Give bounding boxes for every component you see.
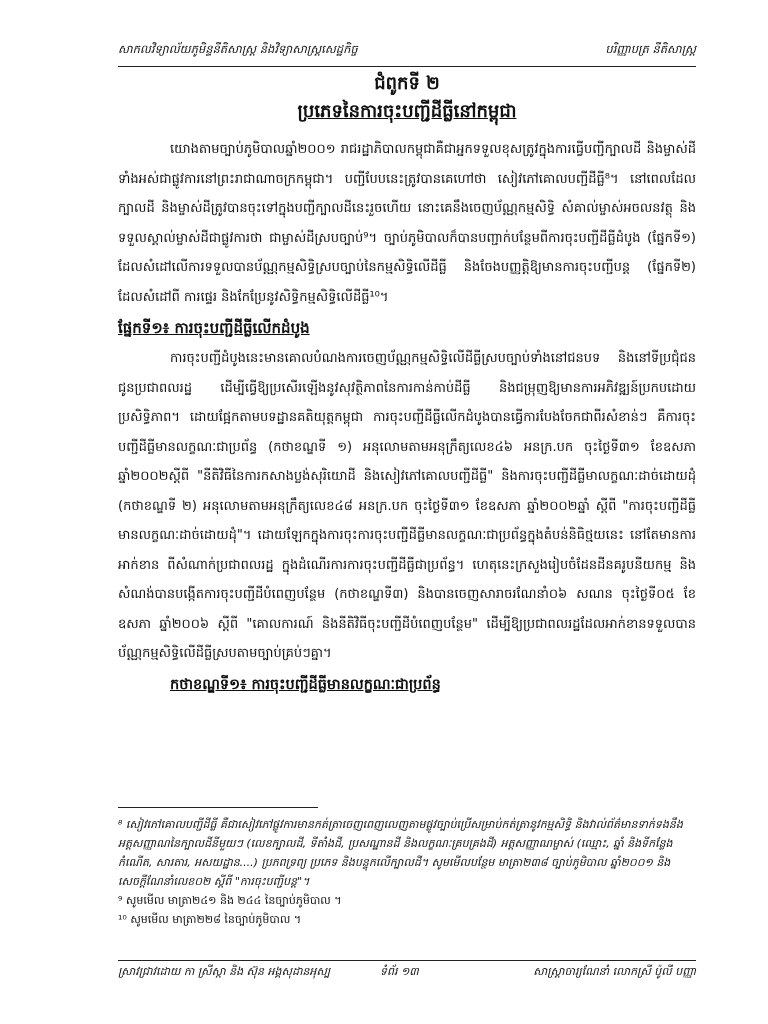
chapter-number: ជំពូកទី ២ xyxy=(374,73,440,94)
page-footer xyxy=(118,960,696,985)
footnotes xyxy=(118,815,696,929)
footnote-9: ⁹ សូមមើល មាត្រា២៤១ និង ២៤៤ នៃច្បាប់ភូមិបាល ។ xyxy=(118,894,342,907)
footnote-8: ⁸ សៀវភៅគោលបញ្ជីដីធ្លី គឺជាសៀវភៅផ្លូវការមានកត់ត្រាចេញពេញលេញតាមផ្លូវច្បាប់ប្រើសម្រាប់កត់ត្រានូវកម្មសិទ្ធិ និងវាល់ព័ត៌មានទាក់ទងនឹងអត្តសញ្ញាណនៃក្បាលដីនីមួយៗ (លេខក្បាលដី, ទីតាំងដី, ប្រសណ្ឋានដី និងលក្ខណៈគ្របគ្រងដី) អត្តសញ្ញាណម្ចាស់ (ឈ្មោះ, ឆ្នាំ និងទីកន្លែងកំណើត, សារតារ, អសយដ្ឋាន....) ប្រភពទ្រព្យ ប្រភេទ និងបន្ទុកលើក្បាលដី។ សូមមើលបន្ថែម មាត្រា២៣៨ ច្បាប់ភូមិបាល ឆ្នាំ២០០១ និង សេចក្ដីណែនាំលេខ០២ ស្ដីពី "ការចុះបញ្ជីបន្ត"។ xyxy=(118,818,683,888)
footnote-10: ¹⁰ សូមមើល មាត្រា២២៨ នៃច្បាប់ភូមិបាល ។ xyxy=(118,913,302,926)
footnote-divider xyxy=(118,807,318,808)
body-text xyxy=(118,135,696,701)
section-heading: ផ្នែកទី១៖ ការចុះបញ្ជីដីធ្លីលើកដំបូង xyxy=(118,319,310,337)
chapter-title: ប្រភេទនៃការចុះបញ្ជីដីធ្លីនៅកម្ពុជា xyxy=(297,101,517,122)
header-university: សាកលវិទ្យាល័យភូមិន្ទនីតិសាស្ត្រ និងវិទ្យាសាស្ត្រសេដ្ឋកិច្ច xyxy=(118,42,358,56)
footer-advisor: សាស្ត្រាចារ្យណែនាំ លោកស្រី ប៉ូលី បញ្ញា xyxy=(533,965,696,978)
page-number: ទំព័រ ១៣ xyxy=(380,965,419,978)
page-header xyxy=(118,40,696,67)
header-degree: បរិញ្ញាបត្រ នីតិសាស្ត្រ xyxy=(605,42,696,56)
footer-authors: ស្រាវជ្រាវដោយ កា ស្រីស្កា និង ស៊ុន អង្គសុដានអុស្ប xyxy=(118,965,331,978)
subsection-heading: កថាខណ្ឌទី១៖ ការចុះបញ្ជីដីធ្លីមានលក្ខណៈជាប្រព័ន្ធ xyxy=(170,676,441,693)
paragraph-initial-registration: ការចុះបញ្ជីដំបូងនេះមានគោលបំណងការចេញប័ណ្ណកម្មសិទ្ធិលើដីធ្លីស្របច្បាប់ទាំងនៅជនបទ និងនៅទីប្រជុំជន ជូនប្រជាពលរដ្ឋ ដើម្បីធ្វើឱ្យប្រសើរឡើងនូវសុវត្ថិភាពនៃការកាន់កាប់ដីធ្លី និងជម្រុញឱ្យមានការអភិវឌ្ឍន៍ប្រកបដោយប្រសិទ្ធិភាព។ ដោយផ្អែកតាមបទដ្ឋានគតិយុត្តកម្ពុជា ការចុះបញ្ជីដីធ្លីលើកដំបូងបានធ្វើការបែងចែកជាពីរសំខាន់ៗ គឺការចុះបញ្ជីដីធ្លីមានលក្ខណៈជាប្រព័ន្ធ (កថាខណ្ឌទី ១) អនុលោមតាមអនុក្រឹត្យលេខ៤៦ អនក្រ.បក ចុះថ្ងៃទី៣១ ខែឧសភា ឆ្នាំ២០០២ស្ដីពី "នីតិវិធីនៃការកសាងប្លង់សុរិយោដី និងសៀវភៅគោលបញ្ជីដីធ្លី" និងការចុះបញ្ជីដីធ្លីមាលក្ខណៈដាច់ដោយដុំ (កថាខណ្ឌទី ២) អនុលោមតាមអនុក្រឹត្យលេខ៤៨ អនក្រ.បក ចុះថ្ងៃទី៣១ ខែឧសភា ឆ្នាំ២០០២ឆ្នាំ ស្ដីពី "ការចុះបញ្ជីដីធ្លីមានលក្ខណៈដាច់ដោយដុំ"។ ដោយឡែកក្នុងការចុះការចុះបញ្ជីដីធ្លីមានលក្ខណៈជាប្រព័ន្ធក្នុងតំបន់និធិថ្មយនេះ នៅតែមានការអាក់ខាន ពីសំណាក់ប្រជាពលរដ្ឋ ក្នុងដំណើរការការចុះបញ្ជីដីធ្លីជាប្រព័ន្ធ។ ហេតុនេះក្រសួងរៀបចំដែនដីនគរូបនីយកម្ម និងសំណង់បានបង្កើតការចុះបញ្ជីដីបំពេញបន្ថែម (កថាខណ្ឌទី៣) និងបានចេញសារាចរណែនាំ០៦ សណន ចុះថ្ងៃទី០៥ ខែឧសភា ឆ្នាំ២០០៦ ស្ដីពី "គោលការណ៍ និងនីតិវិធីចុះបញ្ជីដីបំពេញបន្ថែម" ដើម្បីឱ្យប្រជាពលរដ្ឋដែលអាក់ខានទទួលបានប័ណ្ណកម្មសិទ្ធិលើដីធ្លីស្របតាមច្បាប់គ្រប់ៗគ្នា។ xyxy=(118,351,696,661)
paragraph-intro: យោងតាមច្បាប់ភូមិបាលឆ្នាំ២០០១ រាជរដ្ឋាភិបាលកម្ពុជាគឺជាអ្នកទទួលខុសត្រូវក្នុងការធ្វើបញ្ជីក្បាលដី និងម្ចាស់ដីទាំងអស់ជាផ្លូវការនៅព្រះរាជាណាចក្រកម្ពុជា។ បញ្ជីបែបនេះត្រូវបានគេហៅថា សៀវភៅគោលបញ្ជីដីធ្លី⁸។ នៅពេលដែលក្បាលដី និងម្ចាស់ដីត្រូវបានចុះទៅក្នុងបញ្ជីក្បាលដីនេះរួចហើយ នោះគេនឹងចេញប័ណ្ណកម្មសិទ្ធិ សំគាល់ម្ចាស់អចលនវត្ថុ និងទទួលស្គាល់ម្ចាស់ដីជាផ្លូវការថា ជាម្ចាស់ដីស្របច្បាប់⁹។ ច្បាប់ភូមិបាលក៏បានបញ្ជាក់បន្ថែមពីការចុះបញ្ជីដីធ្លីដំបូង (ផ្នែកទី១) ដែលសំដៅលើការទទួលបានប័ណ្ណកម្មសិទ្ធិស្របច្បាប់នៃកម្មសិទ្ធិលើដីធ្លី និងចែងបញ្ញត្តិឱ្យមានការចុះបញ្ជីបន្ត (ផ្នែកទី២) ដែលសំដៅពី ការផ្ទេរ និងកែប្រែនូវសិទ្ធិកម្មសិទ្ធិលើដីធ្លី¹⁰។ xyxy=(118,142,696,305)
